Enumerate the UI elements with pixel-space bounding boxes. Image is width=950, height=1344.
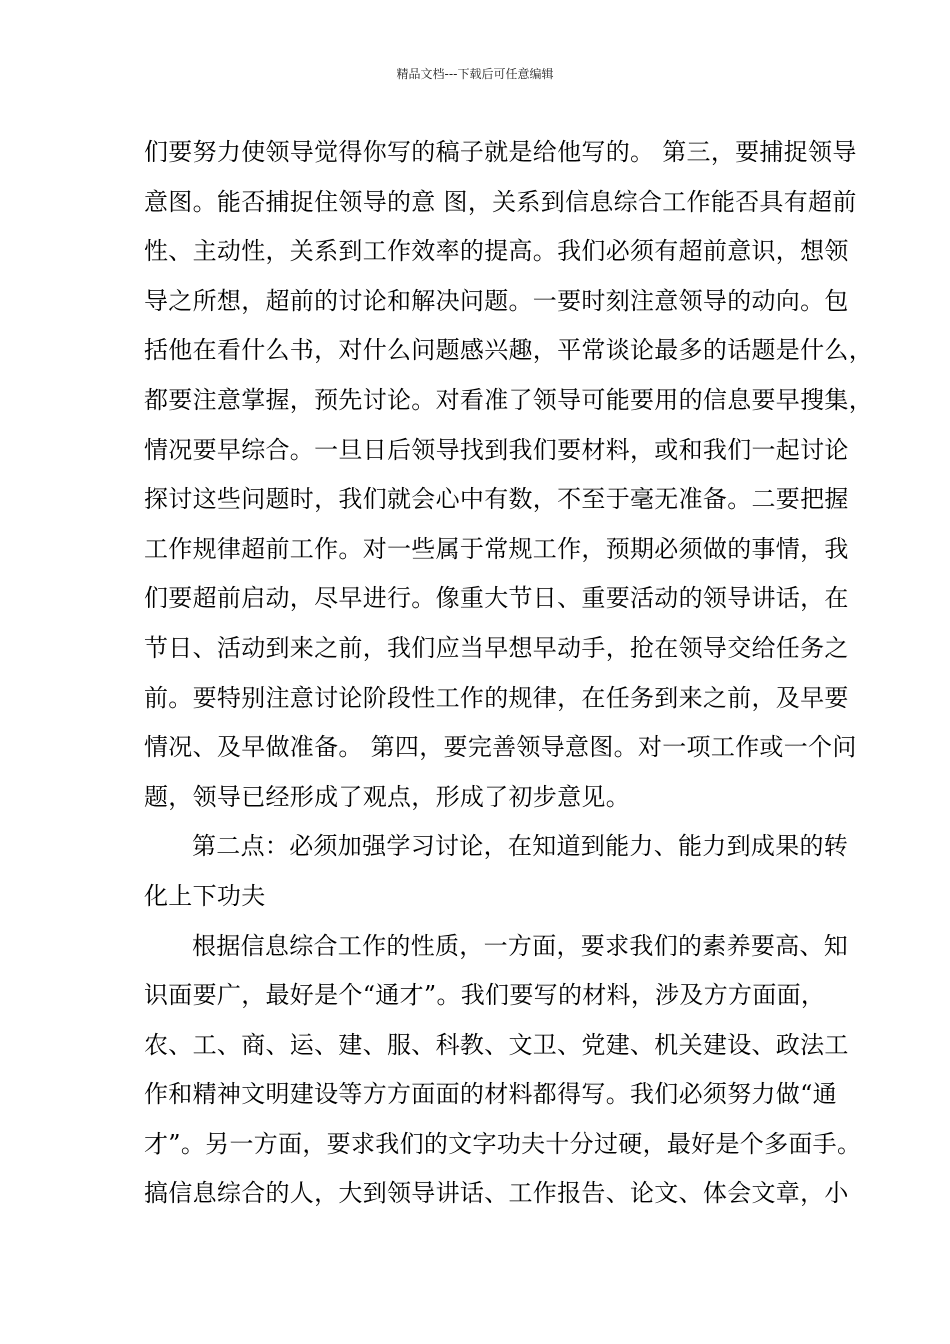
text-line: 意图。能否捕捉住领导的意 图，关系到信息综合工作能否具有超前: [144, 187, 857, 216]
text-line: 识面要广，最好是个“通才”。我们要写的材料，涉及方方面面，: [144, 981, 826, 1010]
text-line: 才”。另一方面，要求我们的文字功夫十分过硬，最好是个多面手。: [144, 1129, 862, 1158]
text-line: 工作规律超前工作。对一些属于常规工作，预期必须做的事情，我: [144, 534, 849, 563]
text-line: 节日、活动到来之前，我们应当早想早动手，抢在领导交给任务之: [144, 633, 849, 662]
text-line: 情况、及早做准备。 第四，要完善领导意图。对一项工作或一个问: [144, 733, 857, 762]
text-line: 性、主动性，关系到工作效率的提高。我们必须有超前意识，想领: [144, 237, 849, 266]
text-line: 情况要早综合。一旦日后领导找到我们要材料，或和我们一起讨论: [144, 435, 849, 464]
text-line: 根据信息综合工作的性质，一方面，要求我们的素养要高、知: [192, 931, 849, 960]
page-header: 精品文档---下载后可任意编辑: [396, 67, 554, 81]
paragraph-3: [144, 922, 862, 1220]
paragraph-2: [144, 822, 849, 921]
text-line: 作和精神文明建设等方方面面的材料都得写。我们必须努力做“通: [144, 1080, 837, 1109]
text-line: 都要注意掌握，预先讨论。对看准了领导可能要用的信息要早搜集，: [144, 385, 873, 414]
text-line: 前。要特别注意讨论阶段性工作的规律，在任务到来之前，及早要: [144, 683, 849, 712]
text-line: 们要超前启动，尽早进行。像重大节日、重要活动的领导讲话，在: [144, 584, 849, 613]
text-line: 农、工、商、运、建、服、科教、文卫、党建、机关建设、政法工: [144, 1030, 849, 1059]
text-line: 导之所想，超前的讨论和解决问题。一要时刻注意领导的动向。包: [144, 286, 849, 315]
text-line: 第二点：必须加强学习讨论，在知道到能力、能力到成果的转: [192, 832, 849, 861]
text-line: 探讨这些问题时，我们就会心中有数，不至于毫无准备。二要把握: [144, 485, 849, 514]
text-line: 题，领导已经形成了观点，形成了初步意见。: [144, 782, 630, 811]
text-line: 化上下功夫: [144, 881, 266, 910]
text-line: 搞信息综合的人，大到领导讲话、工作报告、论文、体会文章，小: [144, 1179, 849, 1208]
paragraph-1: [144, 128, 873, 822]
text-line: 括他在看什么书，对什么问题感兴趣，平常谈论最多的话题是什么，: [144, 336, 873, 365]
text-line: 们要努力使领导觉得你写的稿子就是给他写的。 第三，要捕捉领导: [144, 138, 857, 166]
document-body: [144, 128, 873, 1219]
